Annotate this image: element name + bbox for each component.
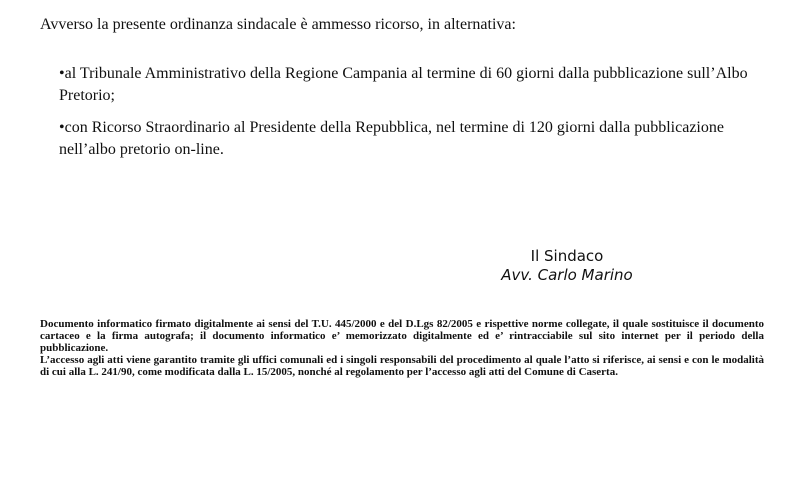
signature-block: [494, 247, 640, 285]
signature-role: Il Sindaco: [530, 247, 604, 265]
legal-footer: [40, 318, 764, 378]
list-item: •con Ricorso Straordinario al Presidente della Repubblica, nel termine di 120 giorni dalla pubblicazione nell’albo pretorio on-line.: [59, 119, 724, 158]
remedies-list: [59, 63, 759, 171]
intro-text: Avverso la presente ordinanza sindacale è ammesso ricorso, in alternativa:: [40, 16, 516, 33]
footer-paragraph-access: L’accesso agli atti viene garantito tramite gli uffici comunali ed i singoli responsabili del procedimento al quale l’atto si riferisce, ai sensi e con le modalità di cui alla L. 241/90, come modificata dalla L. 15/2005, nonché al regolamento per l’accesso agli atti del Comune di Caserta.: [40, 354, 764, 378]
list-item: •al Tribunale Amministrativo della Regione Campania al termine di 60 giorni dalla pubblicazione sull’Albo Pretorio;: [59, 65, 748, 104]
footer-paragraph-signature: Documento informatico firmato digitalmente ai sensi del T.U. 445/2000 e del D.Lgs 82/2005 e rispettive norme collegate, il quale sostituisce il documento cartaceo e la firma autografa; il documento informatico e’ memorizzato digitalmente ed e’ rintracciabile sul sito internet per il periodo della pubblicazione.: [40, 318, 764, 354]
signature-name: Avv. Carlo Marino: [501, 266, 633, 284]
